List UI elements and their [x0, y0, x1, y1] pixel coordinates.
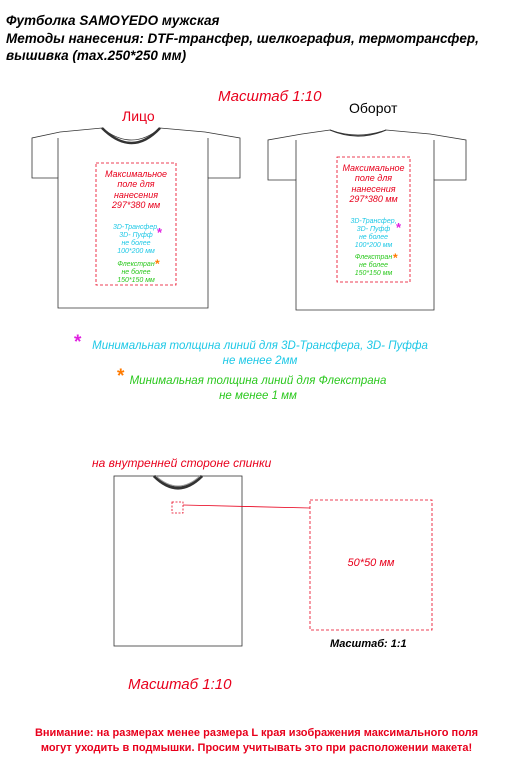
front-flex-star: *	[155, 257, 160, 271]
back-flex-star: *	[393, 251, 398, 265]
back-label: Оборот	[349, 100, 398, 116]
note-flex: Минимальная толщина линий для Флекстрана не менее 1 мм	[129, 375, 387, 402]
methods-line-1: Методы нанесения: DTF-трансфер, шелкография, термотрансфер,	[6, 31, 479, 46]
front-flex-text: Флекстран не более 150*150 мм	[117, 261, 155, 285]
note-puff-star: *	[74, 332, 82, 353]
note-flex-star: *	[117, 366, 125, 387]
inside-size: 50*50 мм	[347, 557, 395, 569]
back-puff-text: 3D-Трансфер, 3D- Пуфф не более 100*200 мм	[350, 218, 397, 250]
front-puff-text: 3D-Трансфер, 3D- Пуфф не более 100*200 мм	[112, 224, 160, 256]
front-label: Лицо	[122, 108, 155, 124]
inner-back-tshirt	[114, 476, 242, 646]
scale-label-top: Масштаб 1:10	[218, 88, 322, 105]
front-puff-star: *	[157, 225, 163, 240]
note-puff: Минимальная толщина линий для 3D-Трансфера, 3D- Пуффа не менее 2мм	[92, 340, 428, 367]
back-flex-text: Флекстран не более 150*150 мм	[354, 254, 393, 278]
methods-line-2: вышивка (max.250*250 мм)	[6, 48, 187, 63]
product-title: Футболка SAMOYEDO мужская	[6, 13, 220, 28]
back-puff-star: *	[396, 220, 402, 235]
warning-text: Внимание: на размерах менее размера L края изображения максимального поля могут уходить в подмышки. Просим учитывать это при расположении макета!	[34, 727, 479, 754]
back-max-field-text: Максимальное поле для нанесения 297*380 мм	[342, 163, 405, 205]
front-max-field-text: Максимальное поле для нанесения 297*380 мм	[104, 169, 168, 211]
inside-scale: Масштаб: 1:1	[330, 638, 407, 650]
scale-label-bottom: Масштаб 1:10	[128, 676, 232, 693]
inside-label: на внутренней стороне спинки	[92, 456, 272, 470]
